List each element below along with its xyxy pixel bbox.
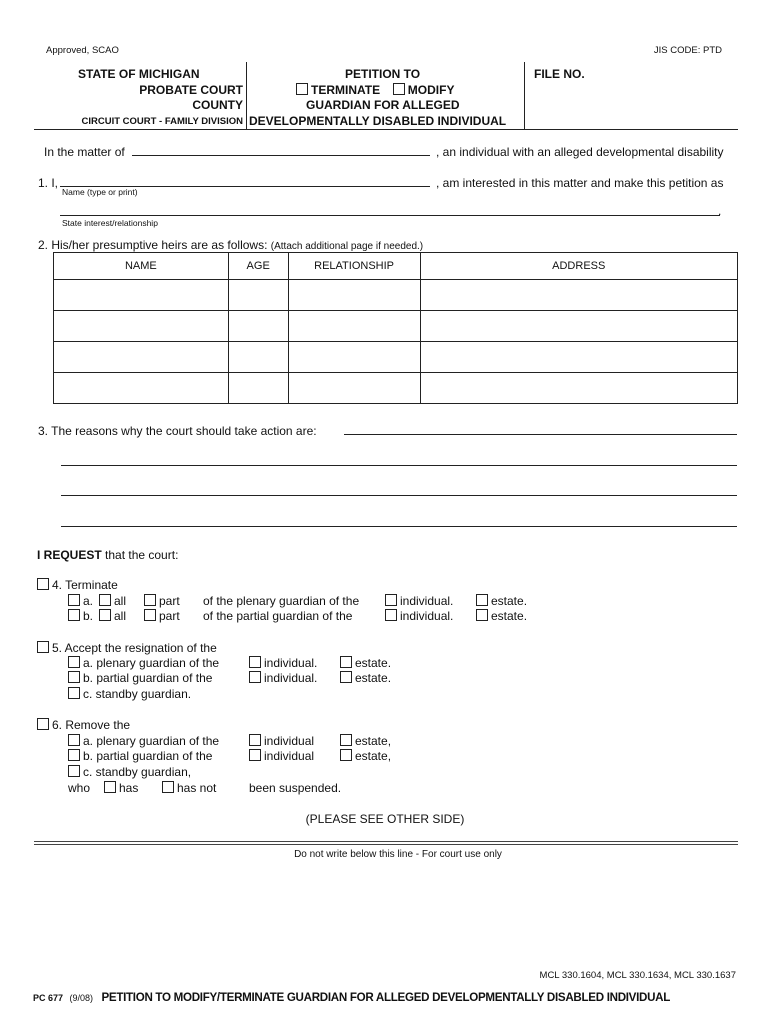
item4a-all: all — [99, 594, 126, 608]
item4a-part: part — [144, 594, 180, 608]
heir-age-cell[interactable] — [228, 280, 288, 311]
jis-code: JIS CODE: PTD — [653, 45, 722, 56]
item4b-part-checkbox[interactable] — [144, 609, 156, 621]
item4a-part-checkbox[interactable] — [144, 594, 156, 606]
item5c-row: c. standby guardian. — [68, 687, 191, 701]
item6a-estate-checkbox[interactable] — [340, 734, 352, 746]
table-row — [54, 280, 738, 311]
item6c-checkbox[interactable] — [68, 765, 80, 777]
dev-disabled-title: DEVELOPMENTALLY DISABLED INDIVIDUAL — [249, 114, 507, 128]
item4-checkbox[interactable] — [37, 578, 49, 590]
item5a-estate: estate. — [340, 656, 391, 670]
see-other-side: (PLEASE SEE OTHER SIDE) — [305, 812, 465, 826]
name-label: Name (type or print) — [62, 187, 138, 197]
probate-court-label: PROBATE COURT — [139, 83, 243, 97]
request-heading: I REQUEST that the court: — [37, 548, 179, 562]
item5a-row: a. plenary guardian of the — [68, 656, 219, 670]
reasons-line-2[interactable] — [61, 465, 737, 466]
item4a-text: of the plenary guardian of the — [203, 594, 360, 608]
suspended-text: been suspended. — [249, 781, 342, 795]
item6c-row: c. standby guardian, — [68, 765, 191, 779]
has-not-checkbox[interactable] — [162, 781, 174, 793]
item4a-individual-checkbox[interactable] — [385, 594, 397, 606]
item6a-individual-checkbox[interactable] — [249, 734, 261, 746]
item5b-row: b. partial guardian of the — [68, 671, 212, 685]
reasons-line-1[interactable] — [344, 434, 737, 435]
state-name: STATE OF MICHIGAN — [78, 67, 200, 81]
item5a-checkbox[interactable] — [68, 656, 80, 668]
matter-name-field[interactable] — [132, 155, 430, 156]
item4a-checkbox[interactable] — [68, 594, 80, 606]
heir-age-cell[interactable] — [228, 342, 288, 373]
mcl-citation: MCL 330.1604, MCL 330.1634, MCL 330.1637 — [539, 970, 736, 981]
table-row — [54, 342, 738, 373]
guardian-for-alleged: GUARDIAN FOR ALLEGED — [306, 98, 460, 112]
item2-label: 2. His/her presumptive heirs are as follows: (Attach additional page if needed.) — [38, 238, 424, 252]
table-row — [54, 373, 738, 404]
terminate-checkbox[interactable] — [296, 83, 308, 95]
heir-age-cell[interactable] — [228, 311, 288, 342]
court-use-divider-bottom — [34, 844, 738, 845]
item6a-checkbox[interactable] — [68, 734, 80, 746]
item6-row: 6. Remove the — [37, 718, 130, 732]
item4b-all-checkbox[interactable] — [99, 609, 111, 621]
file-no-label: FILE NO. — [534, 67, 585, 81]
heir-address-cell[interactable] — [420, 373, 737, 404]
item6a-individual: individual — [249, 734, 314, 748]
court-use-note: Do not write below this line - For court use only — [294, 849, 502, 860]
heir-address-cell[interactable] — [420, 311, 737, 342]
item4b-estate: estate. — [476, 609, 527, 623]
approval-note: Approved, SCAO — [46, 45, 119, 56]
court-use-divider-top — [34, 841, 738, 842]
col-relationship: RELATIONSHIP — [288, 253, 420, 280]
item6b-estate: estate, — [340, 749, 391, 763]
item4b-estate-checkbox[interactable] — [476, 609, 488, 621]
item4b-part: part — [144, 609, 180, 623]
circuit-court-label: CIRCUIT COURT - FAMILY DIVISION — [81, 116, 243, 127]
item6a-row: a. plenary guardian of the — [68, 734, 219, 748]
has-checkbox[interactable] — [104, 781, 116, 793]
has-not-option: has not — [162, 781, 216, 795]
item5c-checkbox[interactable] — [68, 687, 80, 699]
interest-label: State interest/relationship — [62, 218, 158, 228]
has-option: has — [104, 781, 138, 795]
interest-field[interactable] — [60, 215, 720, 216]
heir-name-cell[interactable] — [54, 373, 229, 404]
item4b-individual-checkbox[interactable] — [385, 609, 397, 621]
item4a-row: a. — [68, 594, 93, 608]
item6b-individual-checkbox[interactable] — [249, 749, 261, 761]
item1-suffix: , am interested in this matter and make this petition as — [436, 176, 724, 190]
who-label: who — [68, 781, 91, 795]
heir-relationship-cell[interactable] — [288, 280, 420, 311]
item5a-individual: individual. — [249, 656, 317, 670]
col-age: AGE — [228, 253, 288, 280]
terminate-option: TERMINATE MODIFY — [296, 83, 454, 97]
item6b-row: b. partial guardian of the — [68, 749, 212, 763]
form-footer: PC 677 (9/08) PETITION TO MODIFY/TERMINATE GUARDIAN FOR ALLEGED DEVELOPMENTALLY DISABLED INDIVIDUAL — [33, 991, 671, 1004]
item5b-individual: individual. — [249, 671, 317, 685]
reasons-line-3[interactable] — [61, 495, 737, 496]
table-row — [54, 311, 738, 342]
item4b-row: b. — [68, 609, 93, 623]
item5a-individual-checkbox[interactable] — [249, 656, 261, 668]
item4-row: 4. Terminate — [37, 578, 118, 592]
item3-label: 3. The reasons why the court should take action are: — [38, 424, 317, 438]
heir-address-cell[interactable] — [420, 280, 737, 311]
item6b-estate-checkbox[interactable] — [340, 749, 352, 761]
item4a-estate: estate. — [476, 594, 527, 608]
item6b-individual: individual — [249, 749, 314, 763]
heir-name-cell[interactable] — [54, 311, 229, 342]
heirs-table — [53, 252, 738, 404]
heir-address-cell[interactable] — [420, 342, 737, 373]
heir-age-cell[interactable] — [228, 373, 288, 404]
item1-prefix: 1. I, — [38, 176, 59, 190]
reasons-line-4[interactable] — [61, 526, 737, 527]
item4b-checkbox[interactable] — [68, 609, 80, 621]
item5b-checkbox[interactable] — [68, 671, 80, 683]
item4a-individual: individual. — [385, 594, 453, 608]
heir-name-cell[interactable] — [54, 342, 229, 373]
item5b-estate-checkbox[interactable] — [340, 671, 352, 683]
item4b-all: all — [99, 609, 126, 623]
item4a-all-checkbox[interactable] — [99, 594, 111, 606]
item6b-checkbox[interactable] — [68, 749, 80, 761]
item6-checkbox[interactable] — [37, 718, 49, 730]
item4a-estate-checkbox[interactable] — [476, 594, 488, 606]
heir-relationship-cell[interactable] — [288, 342, 420, 373]
heir-name-cell[interactable] — [54, 280, 229, 311]
matter-label: In the matter of — [44, 145, 125, 159]
item5-row: 5. Accept the resignation of the — [37, 641, 217, 655]
county-label: COUNTY — [192, 98, 243, 112]
item1-period: . — [718, 204, 722, 218]
item6a-estate: estate, — [340, 734, 391, 748]
col-address: ADDRESS — [420, 253, 737, 280]
item5a-estate-checkbox[interactable] — [340, 656, 352, 668]
item5b-estate: estate. — [340, 671, 391, 685]
petition-to: PETITION TO — [345, 67, 421, 81]
item4b-text: of the partial guardian of the — [203, 609, 353, 623]
modify-checkbox[interactable] — [393, 83, 405, 95]
heir-relationship-cell[interactable] — [288, 373, 420, 404]
col-name: NAME — [54, 253, 229, 280]
item5-checkbox[interactable] — [37, 641, 49, 653]
item4b-individual: individual. — [385, 609, 453, 623]
item5b-individual-checkbox[interactable] — [249, 671, 261, 683]
heir-relationship-cell[interactable] — [288, 311, 420, 342]
table-header-row — [54, 253, 738, 280]
matter-suffix: , an individual with an alleged developmental disability — [436, 145, 724, 159]
